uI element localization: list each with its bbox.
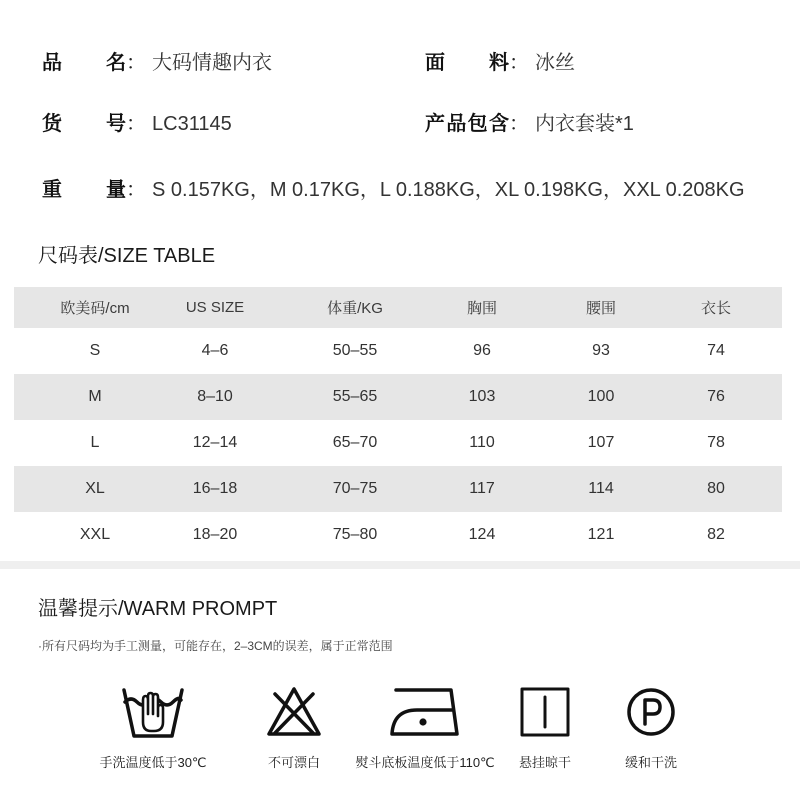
spec-colon: ： [126,113,146,135]
care-item-dry-clean [576,683,726,771]
table-cell: L [90,434,100,451]
table-cell: 82 [707,526,725,543]
dry-clean-icon [576,683,726,741]
no-bleach-svg [266,686,322,738]
iron-heat-dot [419,718,426,725]
section-divider [0,561,800,569]
spec-label-char: 含 [488,113,509,135]
p-symbol [645,700,660,724]
care-item-hand-wash [78,683,228,771]
spec-item-number [42,109,232,139]
table-cell: S [89,342,101,359]
measurement-note: ·所有尺码均为手工测量，可能存在，2–3CM的误差，属于正常范围 [38,639,393,653]
spec-product-name [42,48,272,78]
spec-label-char: 量 [106,179,126,201]
table-cell: 50–55 [332,342,378,359]
table-header-row [14,287,782,328]
spec-value: S 0.157KG，M 0.17KG，L 0.188KG，XL 0.198KG，XXL 0.208KG [152,179,745,201]
spec-colon: ： [126,179,146,201]
spec-label-char: 面 [425,52,445,74]
spec-label-char: 重 [42,179,62,201]
table-row [14,512,782,558]
table-row [14,466,782,512]
table-row [14,328,782,374]
table-cell: 96 [473,342,491,359]
table-cell: 117 [469,480,495,497]
header-cell: 胸围 [466,300,497,317]
care-label: 熨斗底板温度低于110℃ [355,755,495,770]
table-row [14,420,782,466]
header-cell: 衣长 [700,300,731,317]
spec-colon: ： [509,52,529,74]
table-cell: 65–70 [332,434,378,451]
table-row [14,374,782,420]
spec-label-char: 品 [446,113,467,135]
spec-value: 大码情趣内衣 [152,52,272,74]
table-cell: 74 [707,342,725,359]
no-bleach-icon [219,683,369,741]
table-cell: 100 [587,388,615,405]
spec-weight [42,175,745,205]
care-label: 缓和干洗 [624,755,677,770]
warm-prompt-title: 温馨提示/WARM PROMPT [38,598,278,620]
spec-label-char: 产 [425,113,445,135]
hand-outline [143,693,163,731]
circle-outline [629,690,673,734]
table-cell: 75–80 [332,526,378,543]
table-cell: 4–6 [201,342,229,359]
table-cell: 80 [707,480,725,497]
spec-label [425,109,509,139]
spec-label-char: 号 [106,113,126,135]
care-item-no-bleach [219,683,369,771]
size-table [14,287,782,558]
hand-wash-icon [78,683,228,741]
hand-wash-svg [121,684,185,740]
table-cell: XL [85,480,105,497]
spec-label [42,175,126,205]
spec-label-char: 品 [42,52,62,74]
header-cell: US SIZE [185,299,245,316]
iron-svg [389,686,461,738]
spec-value: 冰丝 [535,52,575,74]
table-cell: 55–65 [332,388,378,405]
care-label: 悬挂晾干 [518,755,571,770]
spec-label-char: 货 [42,113,62,135]
table-cell: 103 [468,388,496,405]
spec-colon: ： [509,113,529,135]
care-label: 手洗温度低于30℃ [99,755,207,770]
spec-package-contents [425,109,634,139]
table-cell: XXL [79,526,111,543]
spec-label-char: 包 [467,113,488,135]
table-cell: 16–18 [192,480,238,497]
spec-value: 内衣套装*1 [535,113,634,135]
spec-colon: ： [126,52,146,74]
table-cell: 78 [707,434,725,451]
table-cell: 8–10 [197,388,233,405]
table-cell: 12–14 [192,434,238,451]
iron-outline [392,690,457,734]
hang-dry-svg [519,686,571,738]
header-cell: 腰围 [585,300,616,317]
table-cell: 76 [707,388,725,405]
spec-label-char: 料 [489,52,509,74]
spec-label [425,48,509,78]
table-cell: 110 [469,434,495,451]
dry-clean-svg [626,687,676,737]
table-cell: 70–75 [332,480,378,497]
table-cell: 121 [587,526,615,543]
care-label: 不可漂白 [267,755,320,770]
header-cell: 欧美码/cm [60,300,130,317]
header-cell: 体重/KG [327,300,383,317]
table-cell: 18–20 [192,526,238,543]
table-cell: 93 [592,342,610,359]
spec-label [42,48,126,78]
table-cell: 114 [588,480,614,497]
table-cell: 124 [468,526,496,543]
size-table-title: 尺码表/SIZE TABLE [38,245,216,267]
table-cell: 107 [587,434,615,451]
spec-label-char: 名 [106,52,126,74]
spec-fabric [425,48,575,78]
spec-label [42,109,126,139]
spec-value: LC31145 [152,113,232,135]
table-cell: M [88,388,102,405]
